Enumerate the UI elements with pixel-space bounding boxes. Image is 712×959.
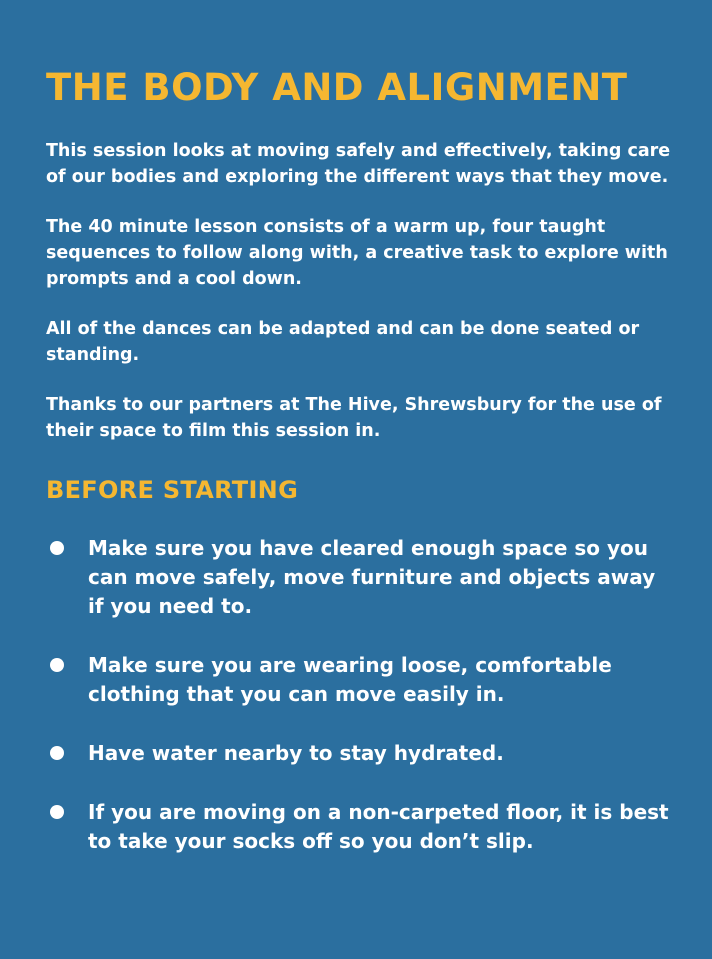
intro-paragraph: The 40 minute lesson consists of a warm up, four taught sequences to follow along with, a creative task to explore with prompts and a cool down. [46,217,668,289]
bullet-dot-icon [50,805,64,819]
bullet-dot-icon [50,658,64,672]
intro-paragraph: Thanks to our partners at The Hive, Shrewsbury for the use of their space to film this session in. [46,395,662,441]
list-item [46,798,672,856]
bullet-dot-icon [50,746,64,760]
list-item [46,534,672,621]
list-item-text: If you are moving on a non-carpeted floor, it is best to take your socks off so you don’t slip. [88,800,669,853]
before-starting-heading: BEFORE STARTING [46,476,299,504]
list-item-text: Make sure you are wearing loose, comfortable clothing that you can move easily in. [88,653,612,706]
intro-section [46,138,672,444]
list-item [46,651,672,709]
intro-paragraph: All of the dances can be adapted and can be done seated or standing. [46,319,640,365]
list-item-text: Make sure you have cleared enough space so you can move safely, move furniture and objects away if you need to. [88,536,656,618]
before-starting-list [46,534,672,856]
intro-paragraph: This session looks at moving safely and effectively, taking care of our bodies and exploring the different ways that they move. [46,141,671,187]
bullet-dot-icon [50,541,64,555]
list-item-text: Have water nearby to stay hydrated. [88,741,504,765]
list-item [46,739,672,768]
page-title: THE BODY AND ALIGNMENT [46,66,628,109]
